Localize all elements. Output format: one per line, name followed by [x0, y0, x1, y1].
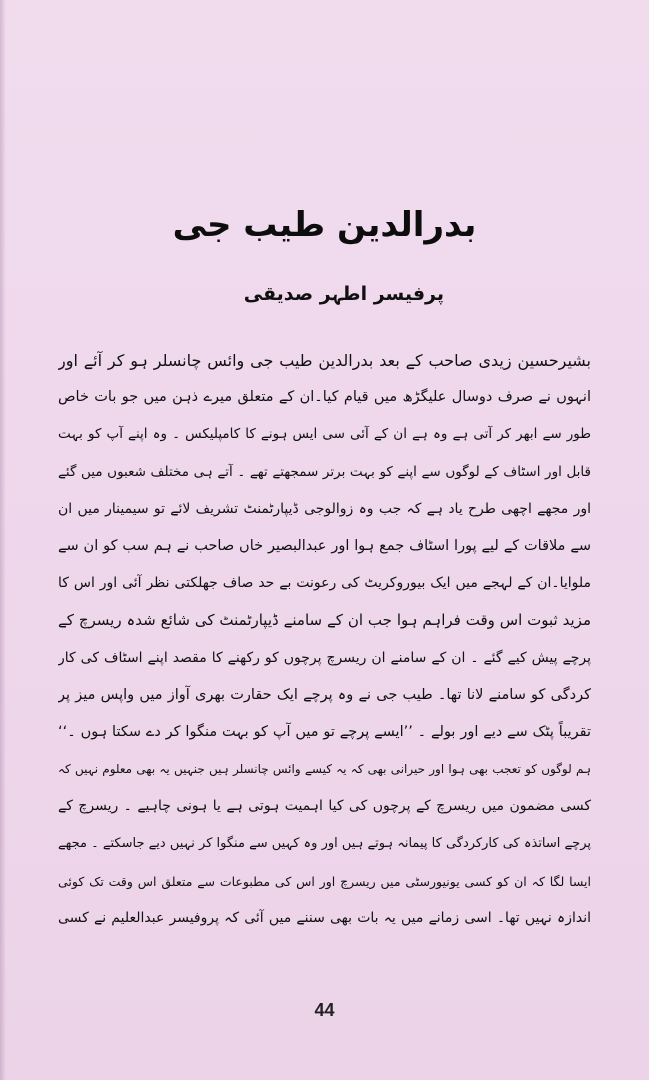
- text-line: کسی مضمون میں ریسرچ کے پرچوں کی کیا اہمیت ہوتی ہے یا ہونی چاہیے ۔ ریسرچ کے: [58, 798, 591, 815]
- text-line: پرچے اساتذہ کی کارکردگی کا پیمانہ ہوتے ہیں اور وہ کہیں سے منگوا کر نہیں دیے جاسکتے ۔ مجھے: [58, 836, 591, 852]
- text-line: پرچے پیش کیے گئے ۔ ان کے سامنے ان ریسرچ پرچوں کو رکھنے کا مقصد اپنے اسٹاف کی کار: [58, 649, 591, 666]
- text-line: بشیرحسین زیدی صاحب کے بعد بدرالدین طیب جی وائس چانسلر ہو کر آئے اور: [58, 351, 591, 370]
- chapter-title: بدرالدین طیب جی: [172, 205, 477, 245]
- text-line: طور سے ابھر کر آتی ہے وہ ہے ان کے آئی سی ایس ہونے کا کامپلیکس ۔ وہ اپنے آپ کو بہت: [58, 426, 591, 443]
- text-line: اور مجھے اچھی طرح یاد ہے کہ جب وہ زوالوجی ڈیپارٹمنٹ تشریف لائے تو سیمینار میں ان: [58, 500, 591, 517]
- page-number: 44: [314, 1000, 335, 1020]
- text-line: مزید ثبوت اس وقت فراہم ہوا جب ان کے سامنے ڈیپارٹمنٹ کی شائع شدہ ریسرچ کے: [58, 611, 591, 630]
- author-byline: پرفیسر اطہر صدیقی: [243, 283, 444, 305]
- text-line: ایسا لگا کہ ان کو کسی یونیورسٹی میں ریسرچ اور اس کی مطبوعات سے متعلق اس وقت تک کوئی: [58, 873, 591, 889]
- body-text: [58, 342, 591, 937]
- text-line: تقریباً پٹک سے دیے اور بولے ۔ ’’ایسے پرچے تو میں آپ کو بہت منگوا کر دے سکتا ہوں ۔‘‘: [58, 723, 591, 740]
- page-edge-shadow: [0, 0, 6, 1080]
- text-line: اندازہ نہیں تھا۔ اسی زمانے میں یہ بات بھی سننے میں آئی کہ پروفیسر عبدالعلیم نے کسی: [58, 909, 591, 926]
- text-line: انہوں نے صرف دوسال علیگڑھ میں قیام کیا۔ان کے متعلق میرے ذہن میں جو بات خاص: [58, 389, 591, 406]
- text-line: ہم لوگوں کو تعجب بھی ہوا اور حیرانی بھی کہ یہ کیسے وائس چانسلر ہیں جنہیں یہ بھی معلوم نہیں کہ: [58, 762, 591, 777]
- text-line: سے ملاقات کے لیے پورا اسٹاف جمع ہوا اور عبدالبصیر خاں صاحب نے ہم سب کو ان سے: [58, 537, 591, 554]
- text-line: کردگی کو سامنے لانا تھا۔ طیب جی نے وہ پرچے ایک حقارت بھری آواز میں واپس میز پر: [58, 686, 591, 703]
- text-line: ملوایا۔ان کے لہجے میں ایک بیوروکریٹ کی رعونت بے حد صاف جھلکتی نظر آئی اور اس کا: [58, 575, 591, 592]
- text-line: قابل اور اسٹاف کے لوگوں سے اپنے کو بہت برتر سمجھتے تھے ۔ آتے ہی مختلف شعبوں میں گئے: [58, 463, 591, 480]
